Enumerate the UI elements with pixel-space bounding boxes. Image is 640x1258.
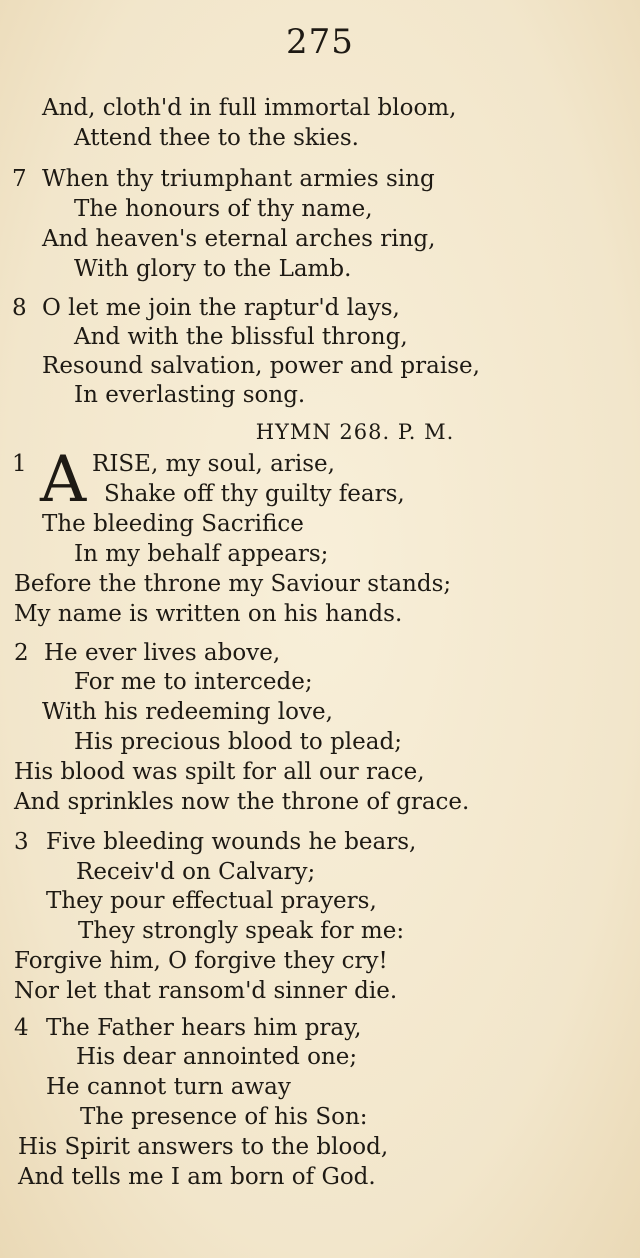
verse-line: RISE, my soul, arise, xyxy=(92,451,335,477)
page-number: 275 xyxy=(286,22,354,62)
verse-line: With glory to the Lamb. xyxy=(74,256,352,282)
verse-line: They strongly speak for me: xyxy=(78,918,405,944)
verse-line: He ever lives above, xyxy=(44,640,281,666)
verse-line: And with the blissful throng, xyxy=(74,324,408,350)
verse-line: For me to intercede; xyxy=(74,669,313,695)
verse-line: My name is written on his hands. xyxy=(14,601,403,627)
verse-line: Nor let that ransom'd sinner die. xyxy=(14,978,398,1004)
verse-line: The presence of his Son: xyxy=(80,1104,368,1130)
verse-line: In everlasting song. xyxy=(74,382,306,408)
verse-line: He cannot turn away xyxy=(46,1074,291,1100)
stanza-number: 8 xyxy=(12,295,27,321)
verse-line: His blood was spilt for all our race, xyxy=(14,759,425,785)
verse-line: The honours of thy name, xyxy=(74,196,373,222)
verse-line: Attend thee to the skies. xyxy=(74,125,359,151)
verse-line: And, cloth'd in full immortal bloom, xyxy=(42,95,457,121)
hymn-heading: HYMN 268. P. M. xyxy=(255,420,455,444)
verse-line: And tells me I am born of God. xyxy=(18,1164,376,1190)
verse-line: They pour effectual prayers, xyxy=(46,888,377,914)
verse-line: In my behalf appears; xyxy=(74,541,329,567)
verse-line: When thy triumphant armies sing xyxy=(42,166,435,192)
verse-line: Receiv'd on Calvary; xyxy=(76,859,316,885)
drop-cap: A xyxy=(40,443,87,517)
verse-line: His precious blood to plead; xyxy=(74,729,402,755)
stanza-number: 3 xyxy=(14,829,29,855)
verse-line: Before the throne my Saviour stands; xyxy=(14,571,452,597)
verse-line: Resound salvation, power and praise, xyxy=(42,353,480,379)
verse-line: His Spirit answers to the blood, xyxy=(18,1134,389,1160)
verse-line: O let me join the raptur'd lays, xyxy=(42,295,400,321)
stanza-number: 7 xyxy=(12,166,27,192)
stanza-number: 4 xyxy=(14,1015,29,1041)
stanza-number: 1 xyxy=(12,451,27,477)
verse-line: With his redeeming love, xyxy=(42,699,333,725)
verse-line: The Father hears him pray, xyxy=(46,1015,362,1041)
verse-line: Five bleeding wounds he bears, xyxy=(46,829,417,855)
verse-line: The bleeding Sacrifice xyxy=(42,511,304,537)
stanza-number: 2 xyxy=(14,640,29,666)
verse-line: Shake off thy guilty fears, xyxy=(104,481,405,507)
verse-line: And heaven's eternal arches ring, xyxy=(42,226,436,252)
verse-line: And sprinkles now the throne of grace. xyxy=(14,789,470,815)
verse-line: Forgive him, O forgive they cry! xyxy=(14,948,388,974)
verse-line: His dear annointed one; xyxy=(76,1044,358,1070)
